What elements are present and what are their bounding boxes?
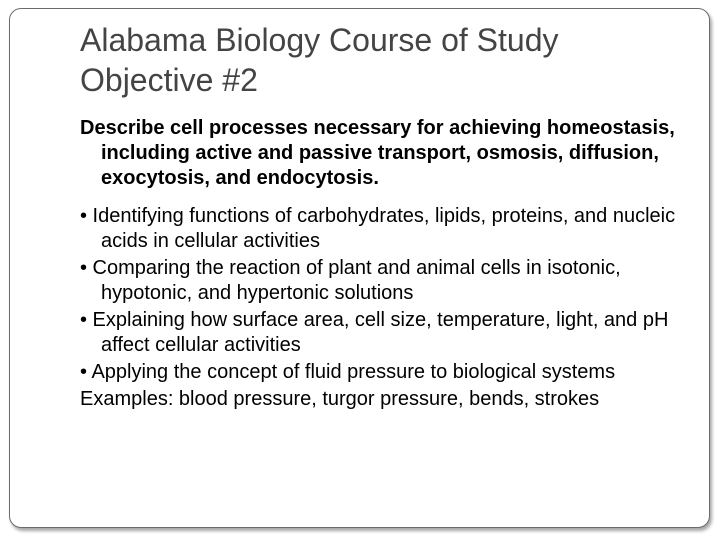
list-item: • Applying the concept of fluid pressure to biological systems	[80, 361, 616, 383]
examples-line: Examples: blood pressure, turgor pressure, bends, strokes	[80, 388, 600, 410]
title-line-2: Objective #2	[80, 62, 258, 98]
list-item: • Comparing the reaction of plant and animal cells in isotonic, hypotonic, and hypertonic solutions	[80, 257, 621, 304]
title-line-1: Alabama Biology Course of Study	[80, 22, 559, 58]
objective-statement: Describe cell processes necessary for achieving homeostasis, including active and passive transport, osmosis, diffusion, exocytosis, and endocytosis.	[80, 117, 675, 189]
list-item: • Explaining how surface area, cell size, temperature, light, and pH affect cellular activities	[80, 309, 669, 356]
slide-title	[80, 20, 680, 100]
slide-body	[80, 116, 680, 414]
list-item: • Identifying functions of carbohydrates, lipids, proteins, and nucleic acids in cellular activities	[80, 205, 676, 252]
